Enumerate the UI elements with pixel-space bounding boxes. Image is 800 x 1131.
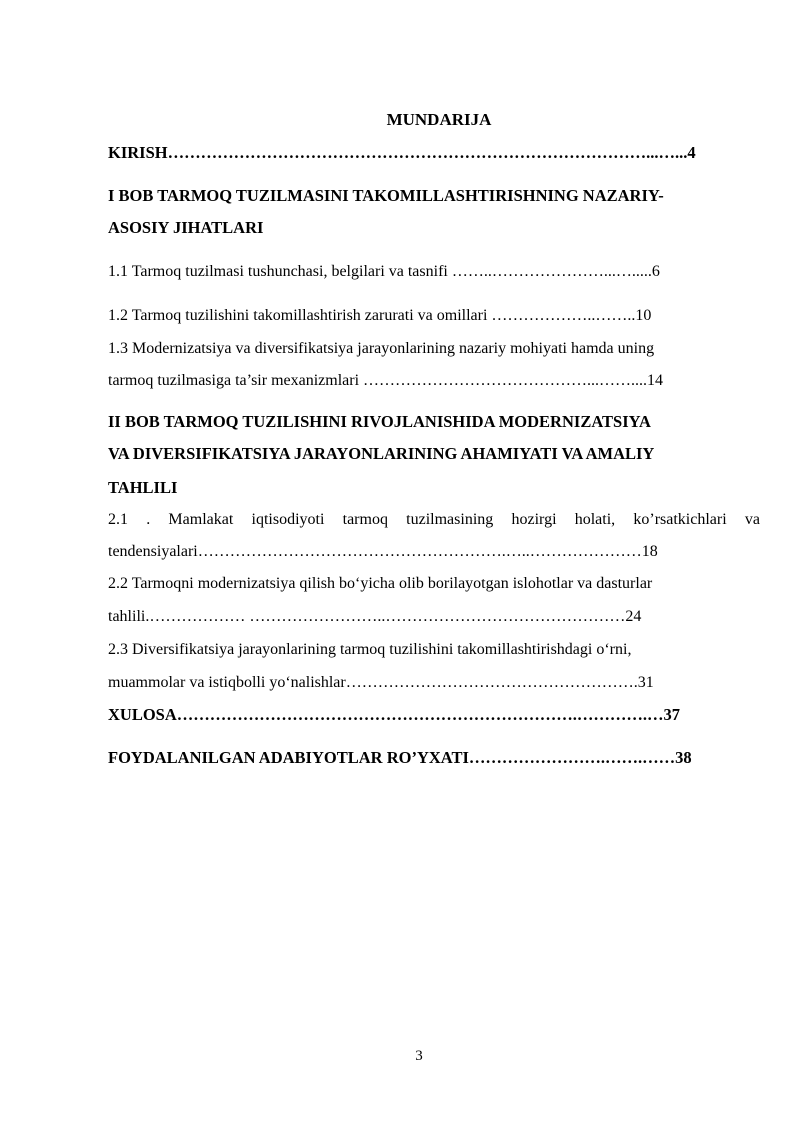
toc-entry-1-1: 1.1 Tarmoq tuzilmasi tushunchasi, belgilari va tasnifi ……..…………………...….....6 <box>108 263 660 280</box>
toc-chapter-2-heading-line-1: II BOB TARMOQ TUZILISHINI RIVOJLANISHIDA MODERNIZATSIYA <box>108 412 651 431</box>
toc-entry-2-3-line-2: muammolar va istiqbolli yo‘nalishlar……………………………………………….31 <box>108 674 654 691</box>
toc-title: MUNDARIJA <box>386 110 492 129</box>
toc-entry-kirish: KIRISH……………………………………………………………………………...…...4 <box>108 143 696 162</box>
toc-entry-2-2-line-1: 2.2 Tarmoqni modernizatsiya qilish bo‘yicha olib borilayotgan islohotlar va dasturlar <box>108 575 653 592</box>
toc-entry-adabiyotlar: FOYDALANILGAN ADABIYOTLAR RO’YXATI…………………….…….……38 <box>108 748 692 767</box>
toc-entry-2-1-line-1: 2.1 . Mamlakat iqtisodiyoti tarmoq tuzilmasining hozirgi holati, ko’rsatkichlari va <box>108 511 760 528</box>
toc-entry-xulosa: XULOSA……………………………………………………………….………….…37 <box>108 705 681 724</box>
toc-chapter-1-heading-line-1: I BOB TARMOQ TUZILMASINI TAKOMILLASHTIRISHNING NAZARIY- <box>108 186 664 205</box>
toc-entry-2-2-line-2: tahlili.……………… ……………………..………………………………………24 <box>108 608 642 625</box>
toc-chapter-2-heading-line-2: VA DIVERSIFIKATSIYA JARAYONLARINING AHAMIYATI VA AMALIY <box>108 444 655 463</box>
page-number: 3 <box>415 1048 423 1064</box>
toc-chapter-2-heading-line-3: TAHLILI <box>108 478 178 497</box>
toc-entry-1-3-line-2: tarmoq tuzilmasiga ta’sir mexanizmlari ……………………………………...……....14 <box>108 372 664 389</box>
toc-entry-1-3-line-1: 1.3 Modernizatsiya va diversifikatsiya jarayonlarining nazariy mohiyati hamda uning <box>108 340 655 357</box>
toc-entry-2-1-line-2: tendensiyalari………………………………………………….…..…………………18 <box>108 543 658 560</box>
toc-entry-2-3-line-1: 2.3 Diversifikatsiya jarayonlarining tarmoq tuzilishini takomillashtirishdagi o‘rni, <box>108 641 632 658</box>
toc-chapter-1-heading-line-2: ASOSIY JIHATLARI <box>108 218 264 237</box>
toc-entry-1-2: 1.2 Tarmoq tuzilishini takomillashtirish zarurati va omillari ………………..……..10 <box>108 307 652 324</box>
